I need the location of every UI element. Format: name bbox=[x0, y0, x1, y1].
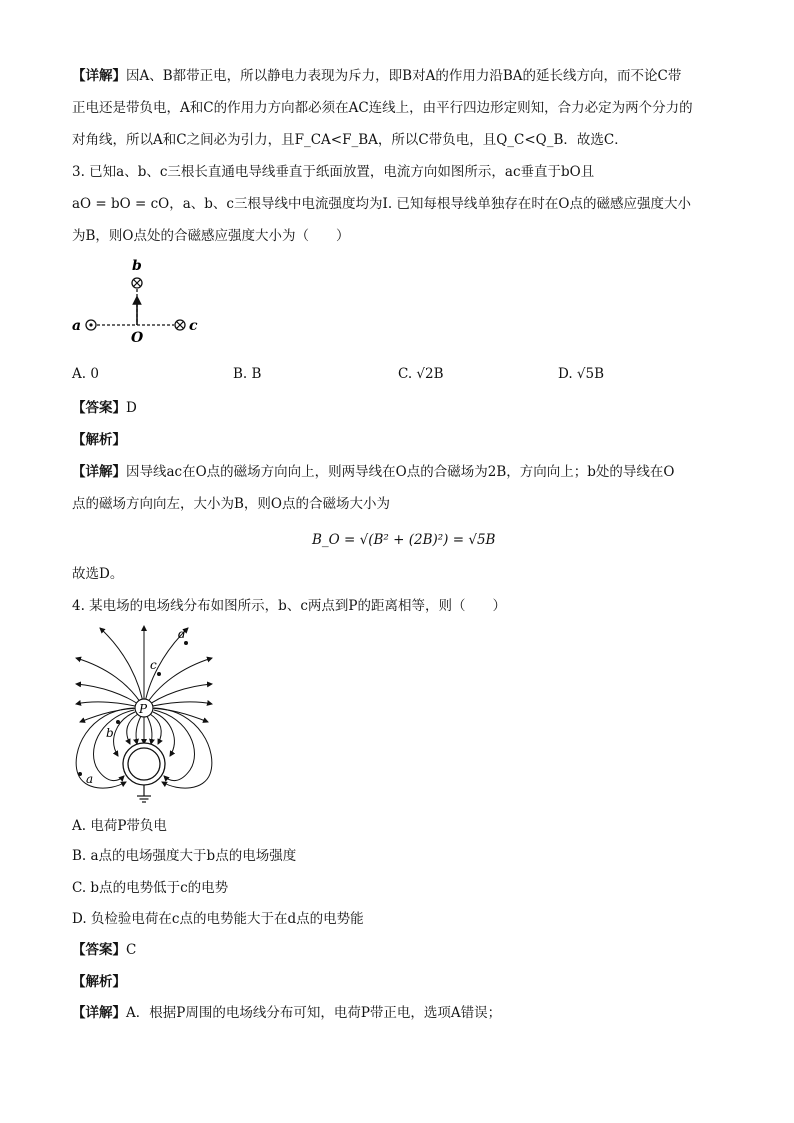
wire-a-out-of-page-icon bbox=[86, 320, 96, 330]
detail-tag: 【详解】 bbox=[72, 464, 126, 480]
q4-label-c: c bbox=[150, 658, 157, 672]
q4-option-a: A. 电荷P带负电 bbox=[72, 818, 167, 834]
wire-c-into-page-icon bbox=[175, 320, 185, 330]
q3-label-b: b bbox=[132, 258, 142, 274]
q4-field-line-figure bbox=[68, 622, 218, 808]
q4-answer: C bbox=[126, 942, 137, 958]
q3-answer: D bbox=[126, 400, 137, 416]
q2-detail-line-1 bbox=[72, 66, 728, 86]
q4-sphere-inner bbox=[128, 748, 160, 780]
q4-label-p: P bbox=[139, 702, 148, 716]
q4-option-c: C. b点的电势低于c的电势 bbox=[72, 880, 229, 896]
q2-detail-text-1: 因A、B都带正电，所以静电力表现为斥力，即B对A的作用力沿BA的延长线方向，而不论C带 bbox=[126, 68, 682, 84]
q3-option-d: D. √5B bbox=[558, 366, 605, 382]
q3-stem-line-1: 3. 已知a、b、c三根长直通电导线垂直于纸面放置，电流方向如图所示，ac垂直于bO且 bbox=[72, 164, 595, 180]
q3-option-c: C. √2B bbox=[398, 366, 444, 382]
q3-analysis-tag: 【解析】 bbox=[72, 432, 126, 448]
q4-detail-line bbox=[72, 1003, 728, 1023]
q3-option-a: A. 0 bbox=[72, 366, 99, 382]
answer-tag: 【答案】 bbox=[72, 400, 126, 416]
q3-detail-line-2: 点的磁场方向向左，大小为B，则O点的合磁场大小为 bbox=[72, 496, 390, 512]
q4-answer-line bbox=[72, 940, 728, 960]
q3-detail-line-1 bbox=[72, 462, 728, 482]
q4-detail-text: A．根据P周围的电场线分布可知，电荷P带正电，选项A错误； bbox=[126, 1005, 502, 1021]
q3-stem-line-2: aO = bO = cO，a、b、c三根导线中电流强度均为I. 已知每根导线单独存在时在O点的磁感应强度大小 bbox=[72, 196, 691, 212]
q4-analysis-tag: 【解析】 bbox=[72, 974, 126, 990]
q3-label-a: a bbox=[72, 318, 82, 334]
q3-conclusion: 故选D。 bbox=[72, 566, 124, 582]
q3-label-c: c bbox=[189, 318, 198, 334]
q3-stem-line-3: 为B，则O点处的合磁感应强度大小为（ ） bbox=[72, 228, 350, 244]
q2-detail-line-3: 对角线，所以A和C之间必为引力，且F_CA<F_BA，所以C带负电，且Q_C<Q_B．故选C． bbox=[72, 132, 628, 148]
answer-tag: 【答案】 bbox=[72, 942, 126, 958]
q3-answer-line bbox=[72, 398, 728, 418]
q4-stem: 4. 某电场的电场线分布如图所示，b、c两点到P的距离相等，则（ ） bbox=[72, 598, 506, 614]
q3-formula: B_O = √(B² + (2B)²) = √5B bbox=[312, 532, 496, 548]
q3-option-b: B. B bbox=[233, 366, 262, 382]
q4-label-a: a bbox=[86, 772, 94, 786]
q2-detail-line-2: 正电还是带负电，A和C的作用力方向都必须在AC连线上，由平行四边形定则知，合力必定为两个分力的 bbox=[72, 100, 693, 116]
q4-option-d: D. 负检验电荷在c点的电势能大于在d点的电势能 bbox=[72, 911, 364, 927]
q4-label-b: b bbox=[106, 726, 114, 740]
q4-option-b: B. a点的电场强度大于b点的电场强度 bbox=[72, 848, 297, 864]
ground-icon bbox=[137, 785, 151, 802]
wire-b-into-page-icon bbox=[132, 278, 142, 288]
q4-label-d: d bbox=[178, 627, 186, 641]
detail-tag: 【详解】 bbox=[72, 1005, 126, 1021]
q3-label-o: O bbox=[131, 330, 144, 346]
detail-tag: 【详解】 bbox=[72, 68, 126, 84]
q3-wire-figure bbox=[70, 258, 210, 348]
q3-detail-text-1: 因导线ac在O点的磁场方向向上，则两导线在O点的合磁场为2B，方向向上；b处的导线在O bbox=[126, 464, 675, 480]
